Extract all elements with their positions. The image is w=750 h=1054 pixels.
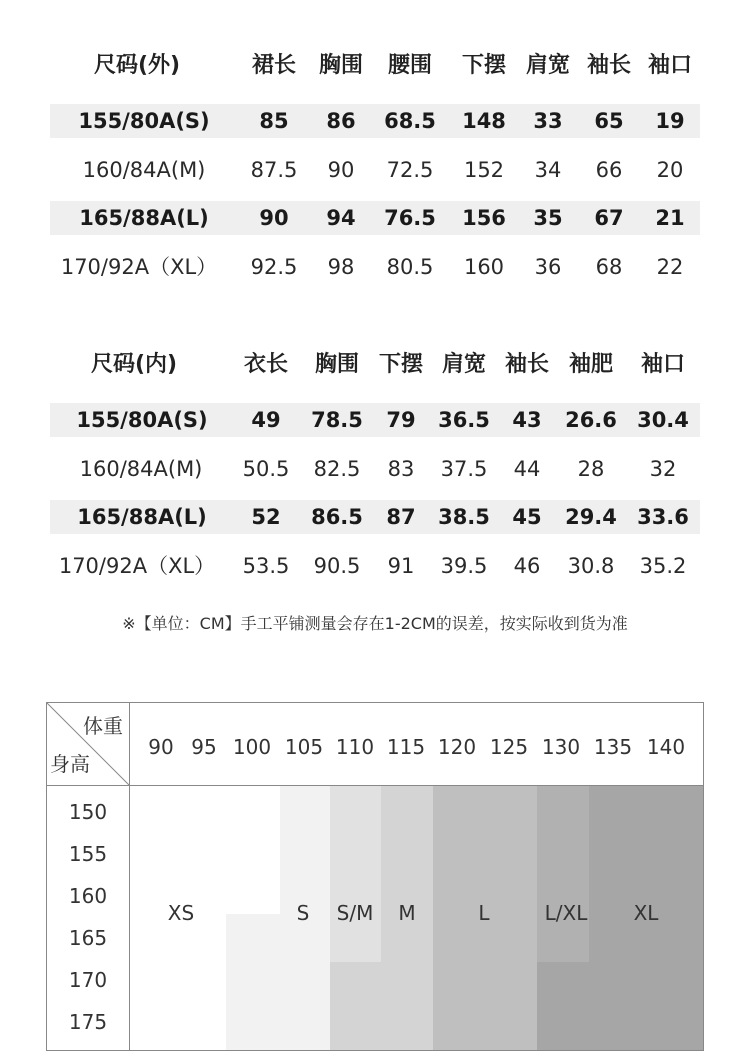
value-cell: 87.5 [250,158,298,182]
value-cell: 90 [259,206,289,230]
outer-header-bust: 胸围 [318,53,364,78]
size-recommendation-chart [46,702,704,1051]
value-cell: 79 [386,408,416,432]
value-cell: 72.5 [386,158,434,182]
size-cell: 170/92A（XL） [58,554,216,578]
value-cell: 92.5 [250,255,298,279]
value-cell: 78.5 [311,408,363,432]
inner-header-shoulder: 肩宽 [441,352,487,377]
value-cell: 20 [656,158,684,182]
value-cell: 86 [326,109,356,133]
band-lxl [537,786,589,962]
table-row [50,549,700,583]
table-row [50,403,700,437]
value-cell: 52 [251,505,281,529]
value-cell: 87 [386,505,416,529]
size-cell: 170/92A（XL） [60,255,218,279]
value-cell: 34 [534,158,562,182]
weight-label: 105 [284,735,324,759]
size-cell: 155/80A(S) [76,408,208,432]
size-zone-label: L [478,901,490,925]
corner-weight-label: 体重 [83,714,123,738]
table-row [50,104,700,138]
value-cell: 82.5 [313,457,361,481]
table-row [50,201,700,235]
size-zone-label: S/M [336,901,374,925]
weight-label: 100 [232,735,272,759]
table-row [50,452,700,486]
value-cell: 36 [534,255,562,279]
size-zone-label: XL [633,901,659,925]
value-cell: 66 [595,158,623,182]
band-sm [330,786,381,962]
size-cell: 160/84A(M) [82,158,206,182]
value-cell: 68.5 [384,109,436,133]
value-cell: 37.5 [440,457,488,481]
table-row [50,153,700,187]
value-cell: 50.5 [242,457,290,481]
value-cell: 49 [251,408,281,432]
value-cell: 35 [533,206,563,230]
outer-header-size: 尺码(外) [93,53,181,78]
value-cell: 85 [259,109,289,133]
band-sm-lower [330,962,381,1050]
height-label: 160 [68,884,108,908]
band-s-lower [226,914,280,1050]
inner-header-sleeve-width: 袖肥 [568,352,614,377]
value-cell: 46 [513,554,541,578]
value-cell: 45 [512,505,542,529]
weight-label: 130 [541,735,581,759]
corner-height-label: 身高 [50,752,90,776]
value-cell: 53.5 [242,554,290,578]
size-zone-label: XS [167,901,195,925]
table-row [50,250,700,284]
height-label: 155 [68,842,108,866]
value-cell: 33.6 [637,505,689,529]
size-cell: 165/88A(L) [79,206,209,230]
inner-header-bust: 胸围 [314,352,360,377]
outer-table-header [50,49,700,83]
value-cell: 68 [595,255,623,279]
weight-label: 125 [489,735,529,759]
value-cell: 160 [463,255,505,279]
size-zone-label: M [398,901,416,925]
outer-header-sleeve-length: 袖长 [586,53,632,78]
inner-header-length: 衣长 [243,352,289,377]
outer-header-hem: 下摆 [461,53,507,78]
outer-header-waist: 腰围 [387,53,433,78]
value-cell: 29.4 [565,505,617,529]
value-cell: 21 [655,206,685,230]
inner-table-header [50,348,700,382]
value-cell: 22 [656,255,684,279]
inner-header-size: 尺码(内) [90,352,178,377]
value-cell: 152 [463,158,505,182]
size-cell: 155/80A(S) [78,109,210,133]
value-cell: 38.5 [438,505,490,529]
value-cell: 30.8 [567,554,615,578]
value-cell: 32 [649,457,677,481]
header-divider [47,785,703,786]
weight-label: 90 [148,735,174,759]
value-cell: 65 [594,109,624,133]
height-label: 175 [68,1010,108,1034]
inner-header-sleeve-length: 袖长 [504,352,550,377]
measurement-note: ※【单位：CM】手工平铺测量会存在1-2CM的误差，按实际收到货为准 [122,614,628,633]
height-label: 150 [68,800,108,824]
value-cell: 90 [327,158,355,182]
inner-header-hem: 下摆 [378,352,424,377]
weight-label: 115 [386,735,426,759]
weight-label: 140 [646,735,686,759]
size-zone-label: L/XL [544,901,588,925]
weight-label: 135 [593,735,633,759]
value-cell: 36.5 [438,408,490,432]
height-label: 170 [68,968,108,992]
value-cell: 94 [326,206,356,230]
value-cell: 91 [387,554,415,578]
value-cell: 80.5 [386,255,434,279]
value-cell: 43 [512,408,542,432]
value-cell: 156 [462,206,506,230]
size-zone-label: S [296,901,310,925]
value-cell: 44 [513,457,541,481]
weight-label: 95 [191,735,217,759]
value-cell: 90.5 [313,554,361,578]
size-cell: 160/84A(M) [79,457,203,481]
value-cell: 67 [594,206,624,230]
inner-header-cuff: 袖口 [640,352,686,377]
weight-label: 110 [335,735,375,759]
weight-label: 120 [437,735,477,759]
value-cell: 28 [577,457,605,481]
value-cell: 33 [533,109,563,133]
value-cell: 19 [655,109,685,133]
height-label: 165 [68,926,108,950]
outer-header-cuff: 袖口 [647,53,693,78]
value-cell: 98 [327,255,355,279]
value-cell: 26.6 [565,408,617,432]
outer-header-skirt-length: 裙长 [251,53,297,78]
value-cell: 35.2 [639,554,687,578]
outer-header-shoulder: 肩宽 [525,53,571,78]
band-lxl-lower [537,962,589,1050]
value-cell: 148 [462,109,506,133]
size-cell: 165/88A(L) [77,505,207,529]
value-cell: 83 [387,457,415,481]
value-cell: 86.5 [311,505,363,529]
value-cell: 39.5 [440,554,488,578]
value-cell: 30.4 [637,408,689,432]
value-cell: 76.5 [384,206,436,230]
table-row [50,500,700,534]
